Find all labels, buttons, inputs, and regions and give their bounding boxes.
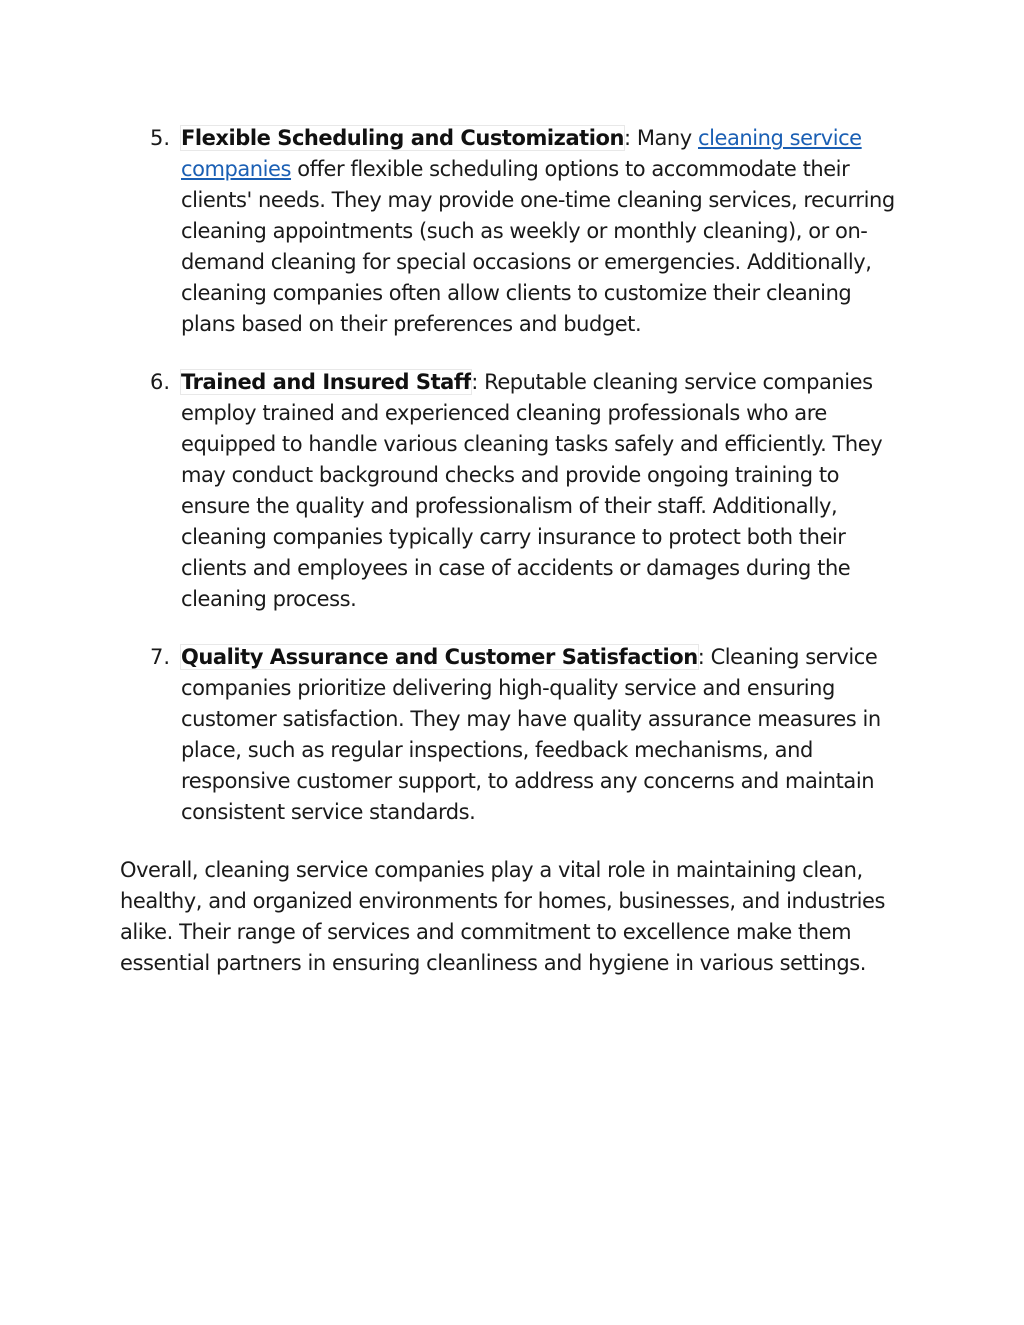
cleaning-service-companies-link-continued[interactable]: companies (181, 157, 292, 181)
list-item-line: equipped to handle various cleaning tasks safely and efficiently. They (181, 432, 883, 456)
list-item-body (181, 123, 909, 340)
list-number: 7. (150, 645, 171, 669)
list-item-line: clients' needs. They may provide one-time cleaning services, recurring (181, 188, 895, 212)
list-item-line: consistent service standards. (181, 800, 476, 824)
item-heading: Flexible Scheduling and Customization (181, 126, 624, 150)
item-text: : Cleaning service (697, 645, 878, 669)
list-item-line: companies prioritize delivering high-quality service and ensuring (181, 676, 835, 700)
item-heading: Trained and Insured Staff (181, 370, 472, 394)
list-item-line: demand cleaning for special occasions or emergencies. Additionally, (181, 250, 872, 274)
paragraph-line: alike. Their range of services and commitment to excellence make them (120, 920, 852, 944)
cleaning-service-companies-link[interactable]: cleaning service (698, 126, 862, 150)
paragraph-line: Overall, cleaning service companies play a vital role in maintaining clean, (120, 858, 863, 882)
item-heading: Quality Assurance and Customer Satisfaction (181, 645, 698, 669)
item-text: offer flexible scheduling options to accommodate their (291, 157, 850, 181)
list-item-line: clients and employees in case of accidents or damages during the (181, 556, 851, 580)
list-item-line: ensure the quality and professionalism of their staff. Additionally, (181, 494, 838, 518)
list-number: 5. (150, 126, 171, 150)
item-text: : Many (623, 126, 698, 150)
list-item-line: plans based on their preferences and budget. (181, 312, 642, 336)
list-item-line: cleaning appointments (such as weekly or monthly cleaning), or on- (181, 219, 868, 243)
list-item-line: cleaning companies often allow clients to customize their cleaning (181, 281, 852, 305)
list-item-first-line (181, 367, 909, 398)
paragraph-line: essential partners in ensuring cleanliness and hygiene in various settings. (120, 951, 866, 975)
paragraph-line: healthy, and organized environments for homes, businesses, and industries (120, 889, 885, 913)
list-item-line: cleaning companies typically carry insurance to protect both their (181, 525, 846, 549)
list-item-line: place, such as regular inspections, feedback mechanisms, and (181, 738, 813, 762)
item-text: : Reputable cleaning service companies (471, 370, 873, 394)
list-item-line: responsive customer support, to address any concerns and maintain (181, 769, 875, 793)
list-item-line: may conduct background checks and provide ongoing training to (181, 463, 840, 487)
list-item-body (181, 642, 909, 828)
list-item-line: employ trained and experienced cleaning professionals who are (181, 401, 827, 425)
list-item-first-line (181, 123, 909, 154)
list-item-line: cleaning process. (181, 587, 357, 611)
list-item-first-line (181, 642, 909, 673)
list-number: 6. (150, 370, 171, 394)
list-item-line: customer satisfaction. They may have quality assurance measures in (181, 707, 881, 731)
conclusion-paragraph (120, 855, 910, 979)
list-item-body (181, 367, 909, 615)
list-item-line (181, 154, 909, 185)
